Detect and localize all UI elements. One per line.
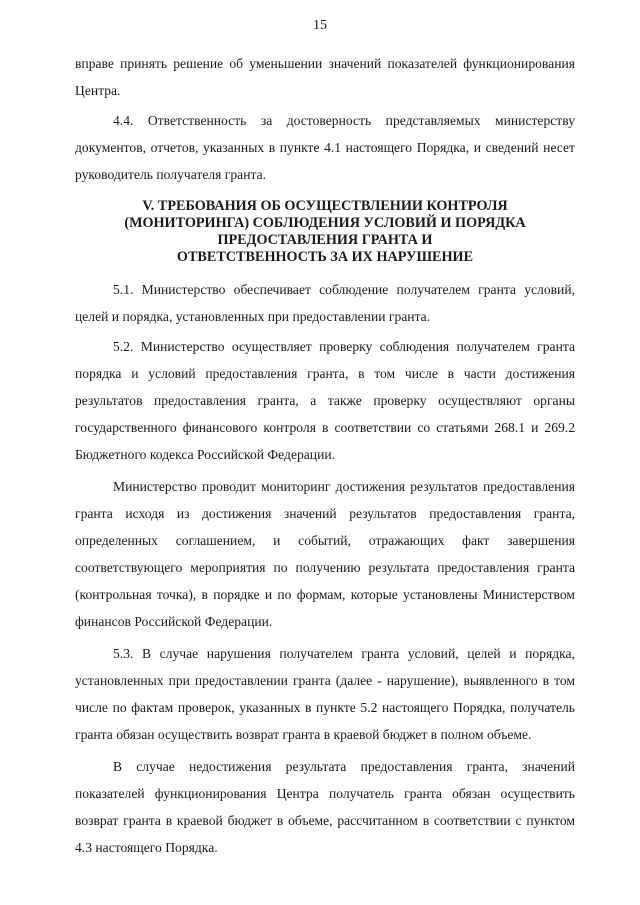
paragraph-4-4: 4.4. Ответственность за достоверность представляемых министерству документов, отчетов, указанных в пункте 4.1 настоящего Порядка, и сведений несет руководитель получателя гранта. — [75, 113, 575, 182]
section-heading-line-1: V. ТРЕБОВАНИЯ ОБ ОСУЩЕСТВЛЕНИИ КОНТРОЛЯ — [142, 198, 508, 214]
paragraph-underachievement: В случае недостижения результата предоставления гранта, значений показателей функционирования Центра получатель гранта обязан осуществить возврат гранта в краевой бюджет в объеме, рассчитанном в соответствии с пунктом 4.3 настоящего Порядка. — [75, 759, 575, 855]
section-heading — [75, 198, 575, 266]
paragraph-5-2: 5.2. Министерство осуществляет проверку соблюдения получателем гранта порядка и условий предоставления гранта, в том числе в части достижения результатов предоставления гранта, а также проверку осуществляют органы государственного финансового контроля в соответствии со статьями 268.1 и 269.2 Бюджетного кодекса Российской Федерации. — [75, 339, 575, 462]
section-heading-line-2: (МОНИТОРИНГА) СОБЛЮДЕНИЯ УСЛОВИЙ И ПОРЯДКА — [124, 215, 526, 231]
paragraph-5-3: 5.3. В случае нарушения получателем гранта условий, целей и порядка, установленных при предоставлении гранта (далее - нарушение), выявленного в том числе по фактам проверок, указанных в пункте 5.2 настоящего Порядка, получатель гранта обязан осуществить возврат гранта в краевой бюджет в полном объеме. — [75, 646, 575, 742]
paragraph-continuation: вправе принять решение об уменьшении значений показателей функционирования Центра. — [75, 56, 575, 98]
paragraph-monitoring: Министерство проводит мониторинг достижения результатов предоставления гранта исходя из достижения значений результатов предоставления гранта, определенных соглашением, и событий, отражающих факт завершения соответствующего мероприятия по получению результата предоставления гранта (контрольная точка), в порядке и по формам, которые установлены Министерством финансов Российской Федерации. — [75, 479, 575, 629]
paragraph-5-1: 5.1. Министерство обеспечивает соблюдение получателем гранта условий, целей и порядка, установленных при предоставлении гранта. — [75, 282, 575, 324]
document-body — [75, 50, 575, 861]
section-heading-line-4: ОТВЕТСТВЕННОСТЬ ЗА ИХ НАРУШЕНИЕ — [176, 249, 474, 265]
section-heading-line-3: ПРЕДОСТАВЛЕНИЯ ГРАНТА И — [217, 232, 433, 248]
page-number: 15 — [313, 18, 327, 33]
